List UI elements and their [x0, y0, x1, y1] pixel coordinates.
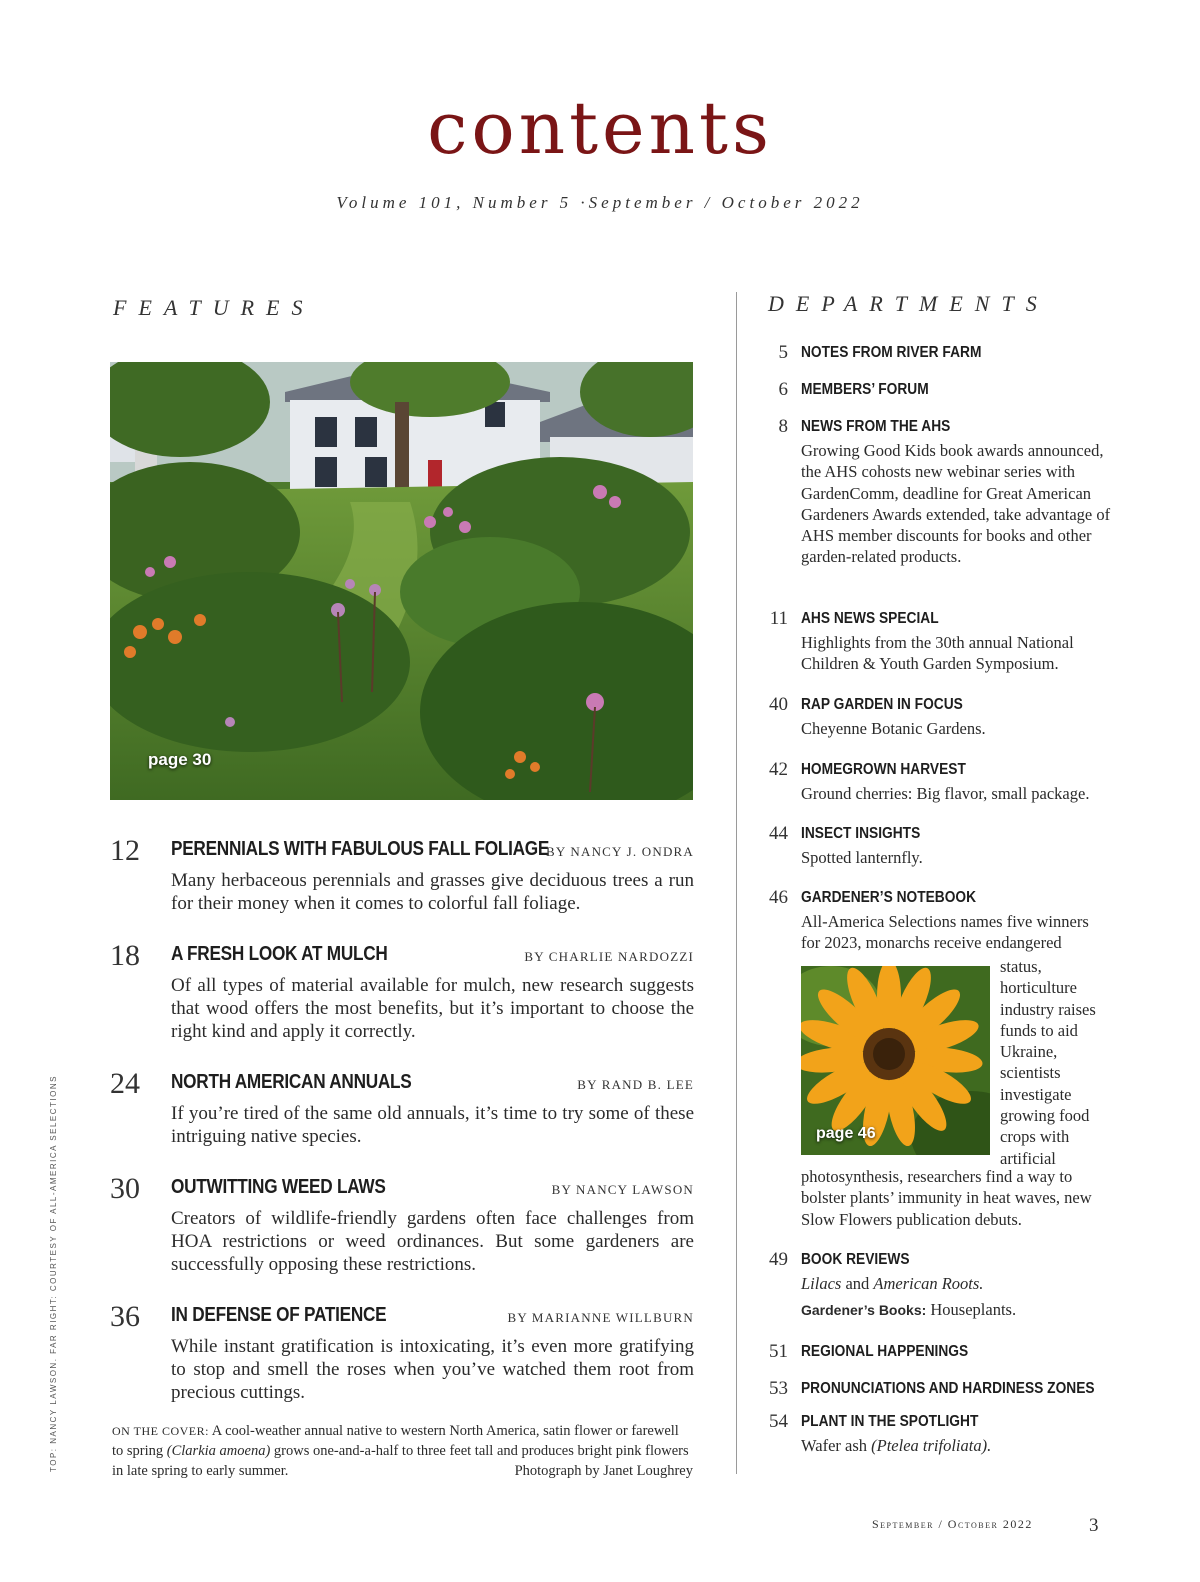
book-title: Lilacs	[801, 1274, 842, 1293]
department-page-number: 51	[769, 1341, 788, 1362]
department-title[interactable]: AHS NEWS SPECIAL	[801, 610, 939, 627]
feature-byline: BY NANCY J. ONDRA	[545, 844, 694, 859]
department-description: Cheyenne Botanic Gardens.	[801, 719, 986, 738]
sunflower-photo[interactable]	[801, 966, 990, 1155]
feature-title[interactable]: IN DEFENSE OF PATIENCE	[171, 1304, 387, 1326]
gardeners-books-label: Gardener’s Books:	[801, 1302, 927, 1319]
feature-page-number: 30	[110, 1172, 140, 1205]
cover-caption	[112, 1421, 693, 1481]
department-title[interactable]: INSECT INSIGHTS	[801, 825, 921, 842]
feature-title[interactable]: NORTH AMERICAN ANNUALS	[171, 1071, 412, 1093]
department-page-number: 49	[769, 1249, 788, 1270]
department-title[interactable]: RAP GARDEN IN FOCUS	[801, 696, 963, 713]
book-conjunction: and	[845, 1274, 870, 1293]
department-title[interactable]: NOTES FROM RIVER FARM	[801, 344, 982, 361]
department-title[interactable]: PRONUNCIATIONS AND HARDINESS ZONES	[801, 1380, 1095, 1397]
feature-description: While instant gratification is intoxicating, it’s even more gratifying to stop and smell the roses when you’ve watched them root from precious cuttings.	[171, 1336, 694, 1403]
feature-page-number: 24	[110, 1067, 140, 1100]
gardeners-books-line	[801, 1299, 1016, 1321]
garden-photo-illustration	[110, 362, 693, 800]
plant-species: (Ptelea trifoliata).	[871, 1436, 992, 1455]
feature-byline: BY CHARLIE NARDOZZI	[524, 949, 694, 964]
department-page-number: 54	[769, 1411, 788, 1432]
department-page-number: 6	[778, 379, 788, 400]
feature-byline: BY MARIANNE WILLBURN	[507, 1310, 694, 1325]
feature-title[interactable]: PERENNIALS WITH FABULOUS FALL FOLIAGE	[171, 838, 550, 860]
flower-page-label: page 46	[816, 1125, 876, 1142]
features-heading: FEATURES	[113, 295, 315, 320]
cover-text-after: grows one-and-a-half to three feet tall and produces bright pink flowers in late spring to early summer.	[112, 1443, 689, 1479]
garden-photo[interactable]	[110, 362, 693, 800]
page-title: contents	[427, 86, 773, 170]
department-title[interactable]: NEWS FROM THE AHS	[801, 418, 951, 435]
department-title[interactable]: BOOK REVIEWS	[801, 1251, 910, 1268]
department-page-number: 5	[778, 342, 788, 363]
feature-description: Creators of wildlife-friendly gardens often face challenges from HOA restrictions or weed ordinances. But some gardeners are successfully opposing these restrictions.	[171, 1208, 694, 1275]
department-description	[801, 1435, 1111, 1456]
feature-byline: BY NANCY LAWSON	[551, 1182, 694, 1197]
feature-page-number: 36	[110, 1300, 140, 1333]
issue-folio: September / October 2022	[872, 1517, 1033, 1531]
issue-volume: Volume 101, Number 5 ·September / October 2022	[336, 193, 864, 212]
feature-description: Of all types of material available for mulch, new research suggests that wood offers the most benefits, but it’s important to choose the right kind and apply it correctly.	[171, 975, 694, 1042]
feature-description: Many herbaceous perennials and grasses give deciduous trees a run for their money when it comes to colorful fall foliage.	[171, 870, 694, 914]
feature-page-number: 18	[110, 939, 140, 972]
feature-description: If you’re tired of the same old annuals, it’s time to try some of these intriguing native species.	[171, 1103, 694, 1147]
department-page-number: 11	[769, 608, 788, 629]
plant-common-name: Wafer ash	[801, 1436, 868, 1455]
cover-lead: ON THE COVER:	[112, 1424, 209, 1438]
department-title[interactable]: GARDENER’S NOTEBOOK	[801, 889, 977, 906]
department-page-number: 53	[769, 1378, 788, 1399]
column-divider	[736, 292, 737, 1474]
hero-page-label: page 30	[148, 750, 212, 769]
department-description: Spotted lanternfly.	[801, 848, 923, 867]
department-description: Ground cherries: Big flavor, small package.	[801, 784, 1090, 803]
department-description-side: status, horticulture industry raises funds to aid Ukraine, scientists investigate growing food crops with artificial	[1000, 957, 1096, 1168]
department-page-number: 46	[769, 887, 788, 908]
departments-heading: DEPARTMENTS	[768, 291, 1049, 316]
department-title[interactable]: REGIONAL HAPPENINGS	[801, 1343, 969, 1360]
cover-text: A cool-weather annual native to western North America, satin flower or farewell to spring	[112, 1423, 679, 1459]
department-title[interactable]: HOMEGROWN HARVEST	[801, 761, 966, 778]
department-description: Highlights from the 30th annual National Children & Youth Garden Symposium.	[801, 633, 1074, 674]
department-description: Growing Good Kids book awards announced, the AHS cohosts new webinar series with GardenComm, deadline for Great American Gardeners Awards extended, take advantage of AHS member discounts for books and other garden-related products.	[801, 441, 1111, 567]
feature-title[interactable]: A FRESH LOOK AT MULCH	[171, 943, 388, 965]
department-page-number: 40	[769, 694, 788, 715]
department-description: All-America Selections names five winners for 2023, monarchs receive endangered	[801, 912, 1089, 953]
feature-page-number: 12	[110, 834, 140, 867]
photo-credits-vertical: TOP: NANCY LAWSON. FAR RIGHT: COURTESY OF ALL-AMERICA SELECTIONS	[49, 1075, 58, 1472]
feature-byline: BY RAND B. LEE	[577, 1077, 694, 1092]
gardeners-books-text: Houseplants.	[930, 1300, 1017, 1320]
department-page-number: 8	[778, 416, 788, 437]
book-title: American Roots.	[873, 1274, 984, 1293]
department-description-bottom: photosynthesis, researchers find a way to bolster plants’ immunity in heat waves, new Slow Flowers publication debuts.	[801, 1167, 1092, 1229]
cover-species: (Clarkia amoena)	[166, 1443, 271, 1459]
department-page-number: 42	[769, 759, 788, 780]
department-title[interactable]: PLANT IN THE SPOTLIGHT	[801, 1413, 979, 1430]
department-page-number: 44	[769, 823, 788, 844]
page-number: 3	[1089, 1515, 1099, 1536]
department-description	[801, 1273, 1111, 1322]
department-title[interactable]: MEMBERS’ FORUM	[801, 381, 929, 398]
feature-title[interactable]: OUTWITTING WEED LAWS	[171, 1176, 386, 1198]
cover-photo-credit: Photograph by Janet Loughrey	[514, 1463, 693, 1479]
